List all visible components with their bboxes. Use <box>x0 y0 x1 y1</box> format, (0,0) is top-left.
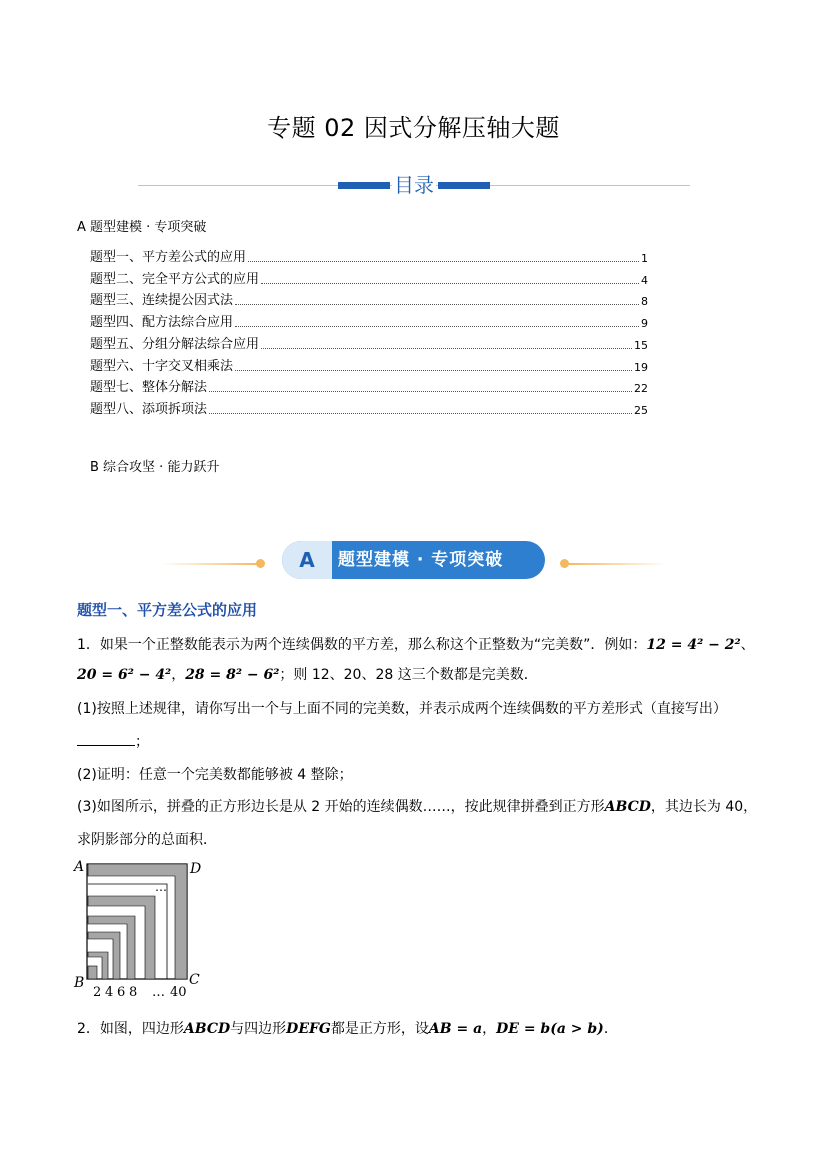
toc-item-page: 22 <box>634 382 648 396</box>
toc-divider-bar-left <box>338 182 390 189</box>
q1-line2-text: ；则 12、20、28 这三个数都是完美数． <box>279 667 538 683</box>
q1-part1: (1)按照上述规律，请你写出一个与上面不同的完美数，并表示成两个连续偶数的平方差形式（直接写出） <box>77 701 727 717</box>
toc-item[interactable] <box>90 314 648 330</box>
q1-part2: (2)证明：任意一个完美数都能够被 4 整除； <box>77 767 353 783</box>
q1-part3-line1 <box>77 796 757 816</box>
figure-ellipsis: … <box>155 880 167 894</box>
toc-item-page: 9 <box>641 317 648 331</box>
toc-leader-dots <box>261 282 639 284</box>
toc-item[interactable] <box>90 358 648 374</box>
axis-label: 40 <box>170 985 187 1000</box>
axis-label: 2 <box>93 985 102 1000</box>
q1-line2-sep: ， <box>171 667 186 683</box>
stacked-squares-figure <box>72 854 212 1002</box>
toc-section-b: B 综合攻坚 · 能力跃升 <box>90 460 220 475</box>
corner-c-label: C <box>189 972 200 988</box>
toc-item[interactable] <box>90 271 648 287</box>
banner-text: 题型建模 · 专项突破 <box>338 550 504 570</box>
answer-blank <box>77 733 135 746</box>
axis-label: 6 <box>117 985 126 1000</box>
shaded-square-2 <box>88 966 97 979</box>
toc-item-label: 题型六、十字交叉相乘法 <box>90 358 234 374</box>
toc-item-page: 8 <box>641 295 648 309</box>
toc-item[interactable] <box>90 292 648 308</box>
toc-item[interactable] <box>90 249 648 265</box>
axis-label: 4 <box>105 985 114 1000</box>
toc-leader-dots <box>235 325 639 327</box>
q2-text-mid2: 都是正方形，设 <box>330 1021 429 1037</box>
q2-line1 <box>77 1018 618 1038</box>
toc-item-label: 题型三、连续提公因式法 <box>90 293 234 309</box>
q1-part3-line2: 求阴影部分的总面积． <box>77 832 217 848</box>
q2-square-abcd: ABCD <box>183 1021 231 1037</box>
toc-item-page: 1 <box>641 252 648 265</box>
q1-part1-tail: ； <box>135 734 149 750</box>
q2-text-mid: 与四边形 <box>230 1021 287 1037</box>
toc-item[interactable] <box>90 401 648 417</box>
page-title: 专题 02 因式分解压轴大题 <box>267 114 560 142</box>
toc-item[interactable] <box>90 336 648 352</box>
toc-leader-dots <box>261 347 632 349</box>
toc-section-a: A 题型建模 · 专项突破 <box>77 220 207 235</box>
toc-item-page: 4 <box>641 273 648 287</box>
q2-ab-eq: AB = a <box>428 1021 483 1037</box>
toc-item-page: 25 <box>634 403 648 417</box>
type1-heading: 题型一、平方差公式的应用 <box>77 601 258 619</box>
q1-part3-text2: ，其边长为 40， <box>650 799 758 815</box>
toc-item[interactable] <box>90 379 648 395</box>
q1-line1-formula: 12 = 4² − 2² <box>646 637 741 653</box>
q2-square-defg: DEFG <box>286 1021 331 1037</box>
q1-part1-answer <box>77 731 149 751</box>
axis-label: 8 <box>129 985 138 1000</box>
toc-item-label: 题型一、平方差公式的应用 <box>90 250 247 265</box>
toc-item-label: 题型四、配方法综合应用 <box>90 315 234 331</box>
toc-item-label: 题型八、添项拆项法 <box>90 401 208 417</box>
banner-line-left <box>160 563 260 565</box>
toc-leader-dots <box>209 390 632 392</box>
banner-line-right <box>568 563 668 565</box>
toc-item-page: 15 <box>634 338 648 352</box>
banner-dot-left <box>256 559 265 568</box>
q1-line2 <box>77 664 538 684</box>
toc-leader-dots <box>235 303 639 305</box>
q2-de-eq: DE = b(a > b) <box>496 1021 604 1037</box>
axis-label: … <box>152 985 165 1000</box>
toc-leader-dots <box>248 260 639 262</box>
figure-axis-labels <box>93 985 187 1000</box>
banner-dot-right <box>560 559 569 568</box>
toc-leader-dots <box>235 369 632 371</box>
q1-formula-20: 20 = 6² − 4² <box>77 667 172 683</box>
corner-b-label: B <box>74 975 85 991</box>
q2-sep: ， <box>482 1021 497 1037</box>
toc-item-label: 题型二、完全平方公式的应用 <box>90 271 260 287</box>
q1-part3-text: (3)如图所示，拼叠的正方形边长是从 2 开始的连续偶数……，按此规律拼叠到正方形 <box>77 799 605 815</box>
q1-line1-text: 1．如果一个正整数能表示为两个连续偶数的平方差，那么称这个正整数为“完美数”．例如： <box>77 637 647 653</box>
q2-end: ． <box>603 1021 618 1037</box>
q1-formula-28: 28 = 8² − 6² <box>185 667 280 683</box>
toc-item-label: 题型五、分组分解法综合应用 <box>90 336 260 352</box>
toc-item-label: 题型七、整体分解法 <box>90 380 208 396</box>
toc-divider-bar-right <box>438 182 490 189</box>
toc-item-page: 19 <box>634 360 648 374</box>
q1-part3-square: ABCD <box>604 799 651 815</box>
q1-line1 <box>77 634 755 654</box>
q2-text-pre: 2．如图，四边形 <box>77 1021 184 1037</box>
toc-heading: 目录 <box>392 169 436 198</box>
corner-a-label: A <box>74 859 85 875</box>
q1-line1-tail: 、 <box>740 637 755 653</box>
toc-leader-dots <box>209 412 632 414</box>
corner-d-label: D <box>190 861 202 877</box>
banner-badge: A <box>282 541 332 579</box>
